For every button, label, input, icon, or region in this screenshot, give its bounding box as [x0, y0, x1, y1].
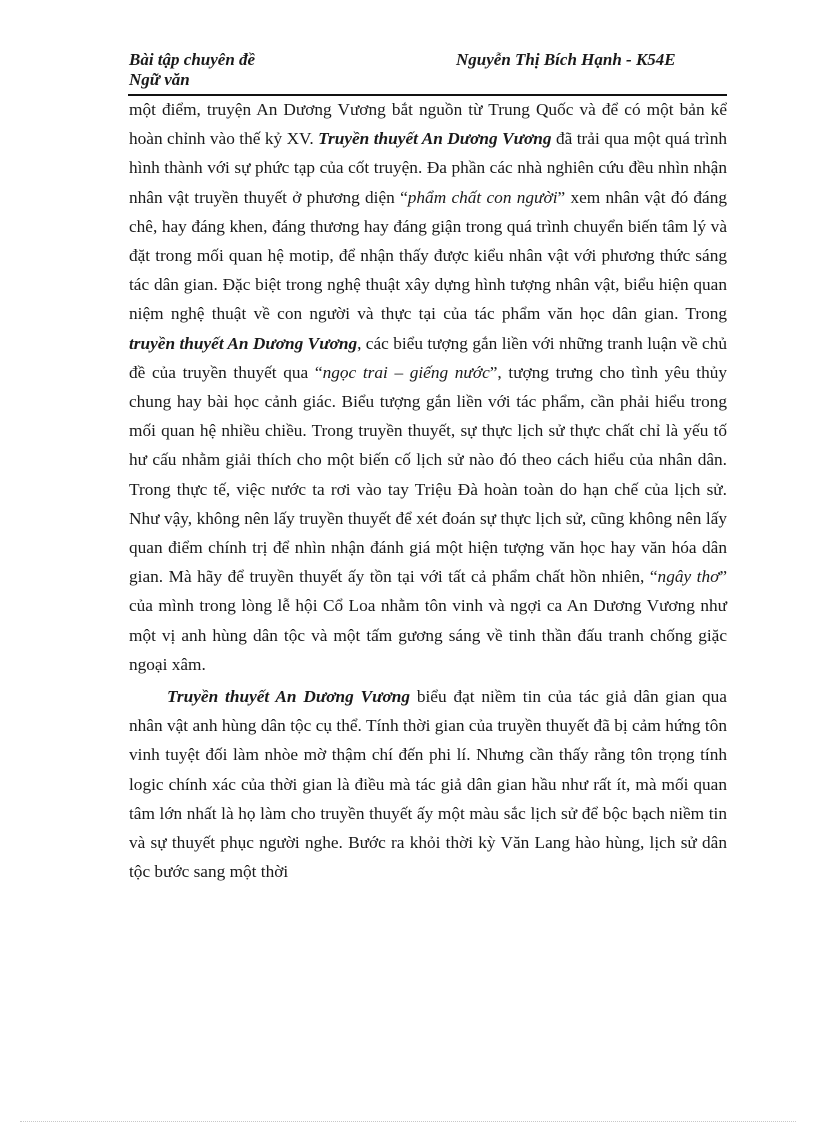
page-header	[129, 50, 729, 94]
p1-text-6: ” của mình trong lòng lễ hội Cổ Loa nhằm tôn vinh và ngợi ca An Dương Vương như một vị anh hùng dân tộc và một tấm gương sáng về tinh thần đấu tranh chống giặc ngoại xâm.	[129, 567, 728, 674]
p1-quote-pham-chat: phẩm chất con người	[407, 187, 558, 207]
header-author: Nguyễn Thị Bích Hạnh - K54E	[456, 50, 676, 69]
p2-work-title: Truyền thuyết An Dương Vương	[167, 687, 410, 707]
paragraph-1	[129, 95, 727, 679]
p1-quote-ngay-tho: ngây thơ	[657, 567, 720, 587]
p2-text-1: biểu đạt niềm tin của tác giả dân gian qua nhân vật anh hùng dân tộc cụ thể. Tính thời gian của truyền thuyết đã bị cảm hứng tôn vinh tuyệt đối làm nhòe mờ thậm chí đến phi lí. Nhưng cần thấy rằng tôn trọng tính logic chính xác của thời gian là điều mà tác giả dân gian hầu như rất ít, mà mối quan tâm lớn nhất là họ làm cho truyền thuyết ấy một màu sắc lịch sử để bộc bạch niềm tin và sự thuyết phục người nghe. Bước ra khỏi thời kỳ Văn Lang hào hùng, lịch sử dân tộc bước sang một thời	[129, 687, 727, 882]
document-body	[129, 95, 727, 886]
p1-text-1: một điểm, truyện An Dương Vương bắt nguồn từ Trung Quốc và để có một bản kể hoàn chỉnh vào thế kỷ XV.	[129, 100, 727, 149]
paragraph-2	[129, 682, 727, 886]
p1-text-5: ”, tượng trưng cho tình yêu thủy chung hay bài học cảnh giác. Biểu tượng gắn liền với tác phẩm, cần phải hiểu trong mối quan hệ nhiều chiều. Trong truyền thuyết, sự thực lịch sử thực chất chỉ là yếu tố hư cấu nhằm giải thích cho một biến cố lịch sử nào đó theo cách hiểu của nhân dân. Trong thực tế, việc nước ta rơi vào tay Triệu Đà hoàn toàn do hạn chế của lịch sử. Như vậy, không nên lấy truyền thuyết để xét đoán sự thực lịch sử, cũng không nên lấy quan điểm chính trị để nhìn nhận đánh giá một hiện tượng văn học hay văn hóa dân gian. Mà hãy để truyền thuyết ấy tồn tại với tất cả phẩm chất hồn nhiên, “	[129, 362, 728, 587]
header-course-title	[129, 50, 319, 90]
p1-text-4: , các biểu tượng gắn liền với những tranh luận về chủ đề của truyền thuyết qua “	[129, 333, 727, 382]
p1-work-title-2: truyền thuyết An Dương Vương	[129, 333, 358, 353]
p1-text-2: đã trải qua một quá trình hình thành với sự phức tạp của cốt truyện. Đa phần các nhà nghiên cứu đều nhìn nhận nhân vật truyền thuyết ở phương diện “	[129, 129, 727, 207]
header-course-line1: Bài tập chuyên đề	[129, 50, 256, 69]
header-course-line2: Ngữ văn	[129, 70, 190, 89]
p1-text-3: ” xem nhân vật đó đáng chê, hay đáng khen, đáng thương hay đáng giận trong quá trình chuyển biến tâm lý và đặt trong mối quan hệ motip, để nhận thấy được kiểu nhân vật với phương thức sáng tác dân gian. Đặc biệt trong nghệ thuật xây dựng hình tượng nhân vật, biểu hiện quan niệm nghệ thuật về con người và thực tại của tác phẩm văn học dân gian. Trong	[129, 187, 727, 324]
page-bottom-border	[20, 1121, 796, 1122]
p1-quote-ngoc-trai: ngọc trai – giếng nước	[322, 362, 490, 382]
p1-work-title: Truyền thuyết An Dương Vương	[318, 129, 552, 149]
